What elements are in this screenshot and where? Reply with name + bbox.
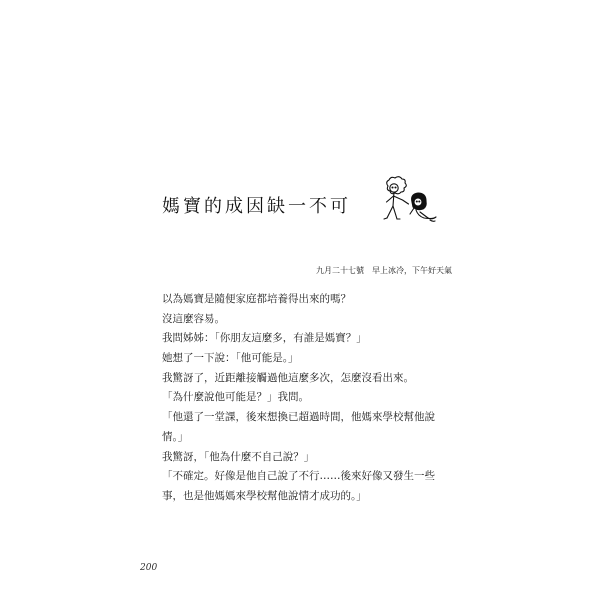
page-number: 200	[140, 563, 158, 573]
diary-body	[162, 290, 452, 507]
children-illustration	[376, 176, 442, 228]
body-line: 我驚訝，「他為什麼不自己說？」	[162, 450, 315, 463]
diary-dateline: 九月二十七號 早上冰冷，下午好天氣	[316, 266, 452, 275]
body-line: 沒這麼容易。	[162, 312, 225, 325]
body-line: 以為媽寶是隨便家庭都培養得出來的嗎？	[162, 293, 351, 305]
body-line: 她想了一下說：「他可能是。」	[162, 352, 299, 365]
chapter-title: 媽寶的成因缺一不可	[162, 196, 351, 217]
body-line: 事，也是他媽媽來學校幫他說情才成功的。」	[162, 489, 367, 502]
body-line: 我問姊姊：「你朋友這麼多，有誰是媽寶？」	[162, 332, 367, 345]
body-line: 我驚訝了，近距離接觸過他這麼多次，怎麼沒看出來。	[162, 371, 414, 384]
body-line: 「他還了一堂課，後來想換已超過時間，他媽來學校幫他說	[162, 411, 435, 424]
body-line: 「不確定。好像是他自己說了不行……後來好像又發生一些	[162, 470, 435, 483]
body-line: 情。」	[162, 430, 189, 443]
body-line: 「為什麼說他可能是？」我問。	[162, 391, 309, 404]
